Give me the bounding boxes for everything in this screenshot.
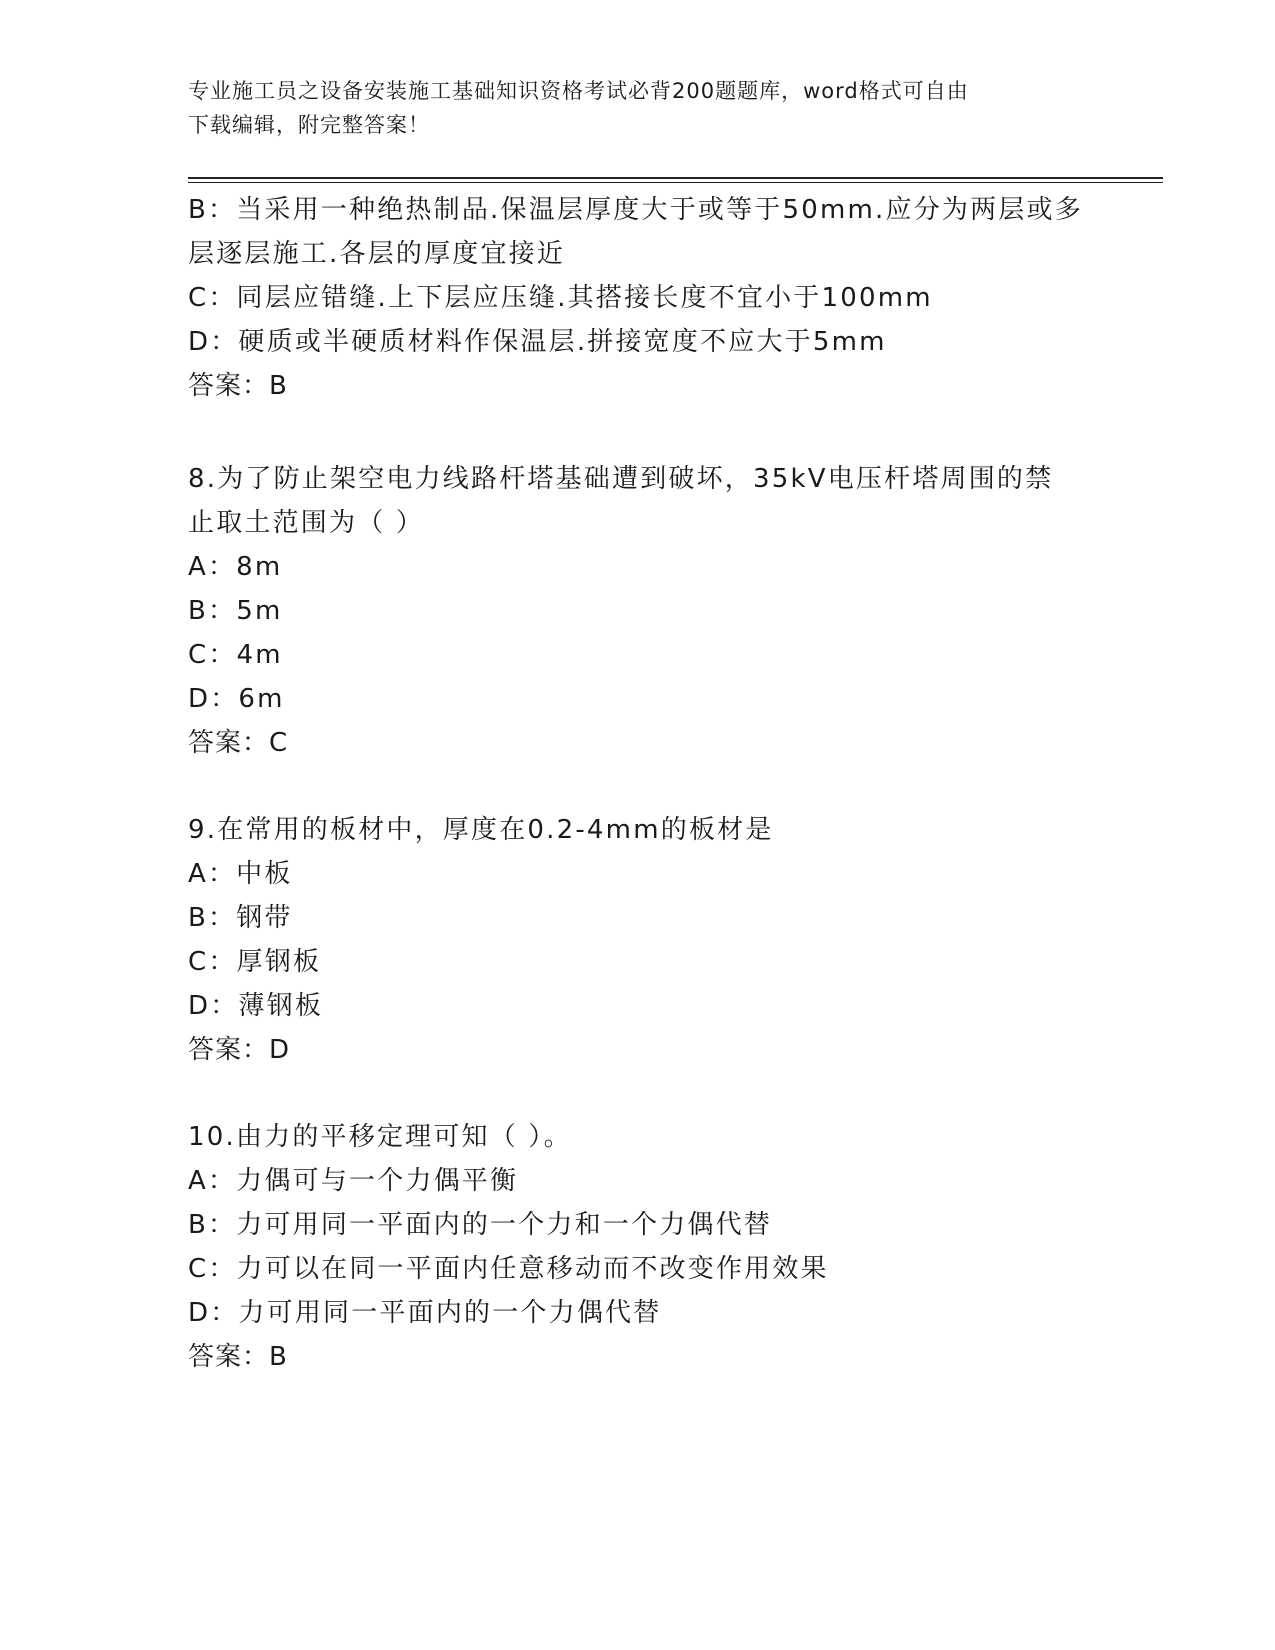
q9-stem: 9.在常用的板材中，厚度在0.2-4mm的板材是 xyxy=(188,815,774,845)
header-rule-thin xyxy=(188,182,1163,183)
q8-stem-line-2: 止取土范围为（ ） xyxy=(188,508,425,538)
q9-answer: 答案：D xyxy=(188,1035,291,1065)
header-title-line-2: 下载编辑，附完整答案！ xyxy=(188,113,430,137)
q9-option-d: D：薄钢板 xyxy=(188,991,324,1021)
q10-option-d: D：力可用同一平面内的一个力偶代替 xyxy=(188,1298,662,1328)
header-title-line-1: 专业施工员之设备安装施工基础知识资格考试必背200题题库，word格式可自由 xyxy=(188,79,969,103)
q7-option-d: D：硬质或半硬质材料作保温层.拼接宽度不应大于5mm xyxy=(188,327,887,357)
q10-option-b: B：力可用同一平面内的一个力和一个力偶代替 xyxy=(188,1210,773,1240)
q9-option-a: A：中板 xyxy=(188,859,293,889)
q8-option-c: C：4m xyxy=(188,640,283,670)
q7-option-b-line-1: B：当采用一种绝热制品.保温层厚度大于或等于50mm.应分为两层或多 xyxy=(188,195,1083,225)
document-header xyxy=(188,74,1088,142)
q8-option-a: A：8m xyxy=(188,552,283,582)
q8-option-b: B：5m xyxy=(188,596,283,626)
q10-answer: 答案：B xyxy=(188,1342,288,1372)
q10-stem: 10.由力的平移定理可知（ ）。 xyxy=(188,1122,572,1152)
q9-option-c: C：厚钢板 xyxy=(188,947,322,977)
q7-option-c: C：同层应错缝.上下层应压缝.其搭接长度不宜小于100mm xyxy=(188,283,933,313)
q7-answer: 答案：B xyxy=(188,371,288,401)
header-rule-thick xyxy=(188,177,1163,179)
q9-option-b: B：钢带 xyxy=(188,903,293,933)
q7-option-b-line-2: 层逐层施工.各层的厚度宜接近 xyxy=(188,239,566,269)
q8-option-d: D：6m xyxy=(188,684,285,714)
q8-stem-line-1: 8.为了防止架空电力线路杆塔基础遭到破坏，35kV电压杆塔周围的禁 xyxy=(188,464,1054,494)
q10-option-a: A：力偶可与一个力偶平衡 xyxy=(188,1166,519,1196)
q10-option-c: C：力可以在同一平面内任意移动而不改变作用效果 xyxy=(188,1254,829,1284)
q8-answer: 答案：C xyxy=(188,728,289,758)
